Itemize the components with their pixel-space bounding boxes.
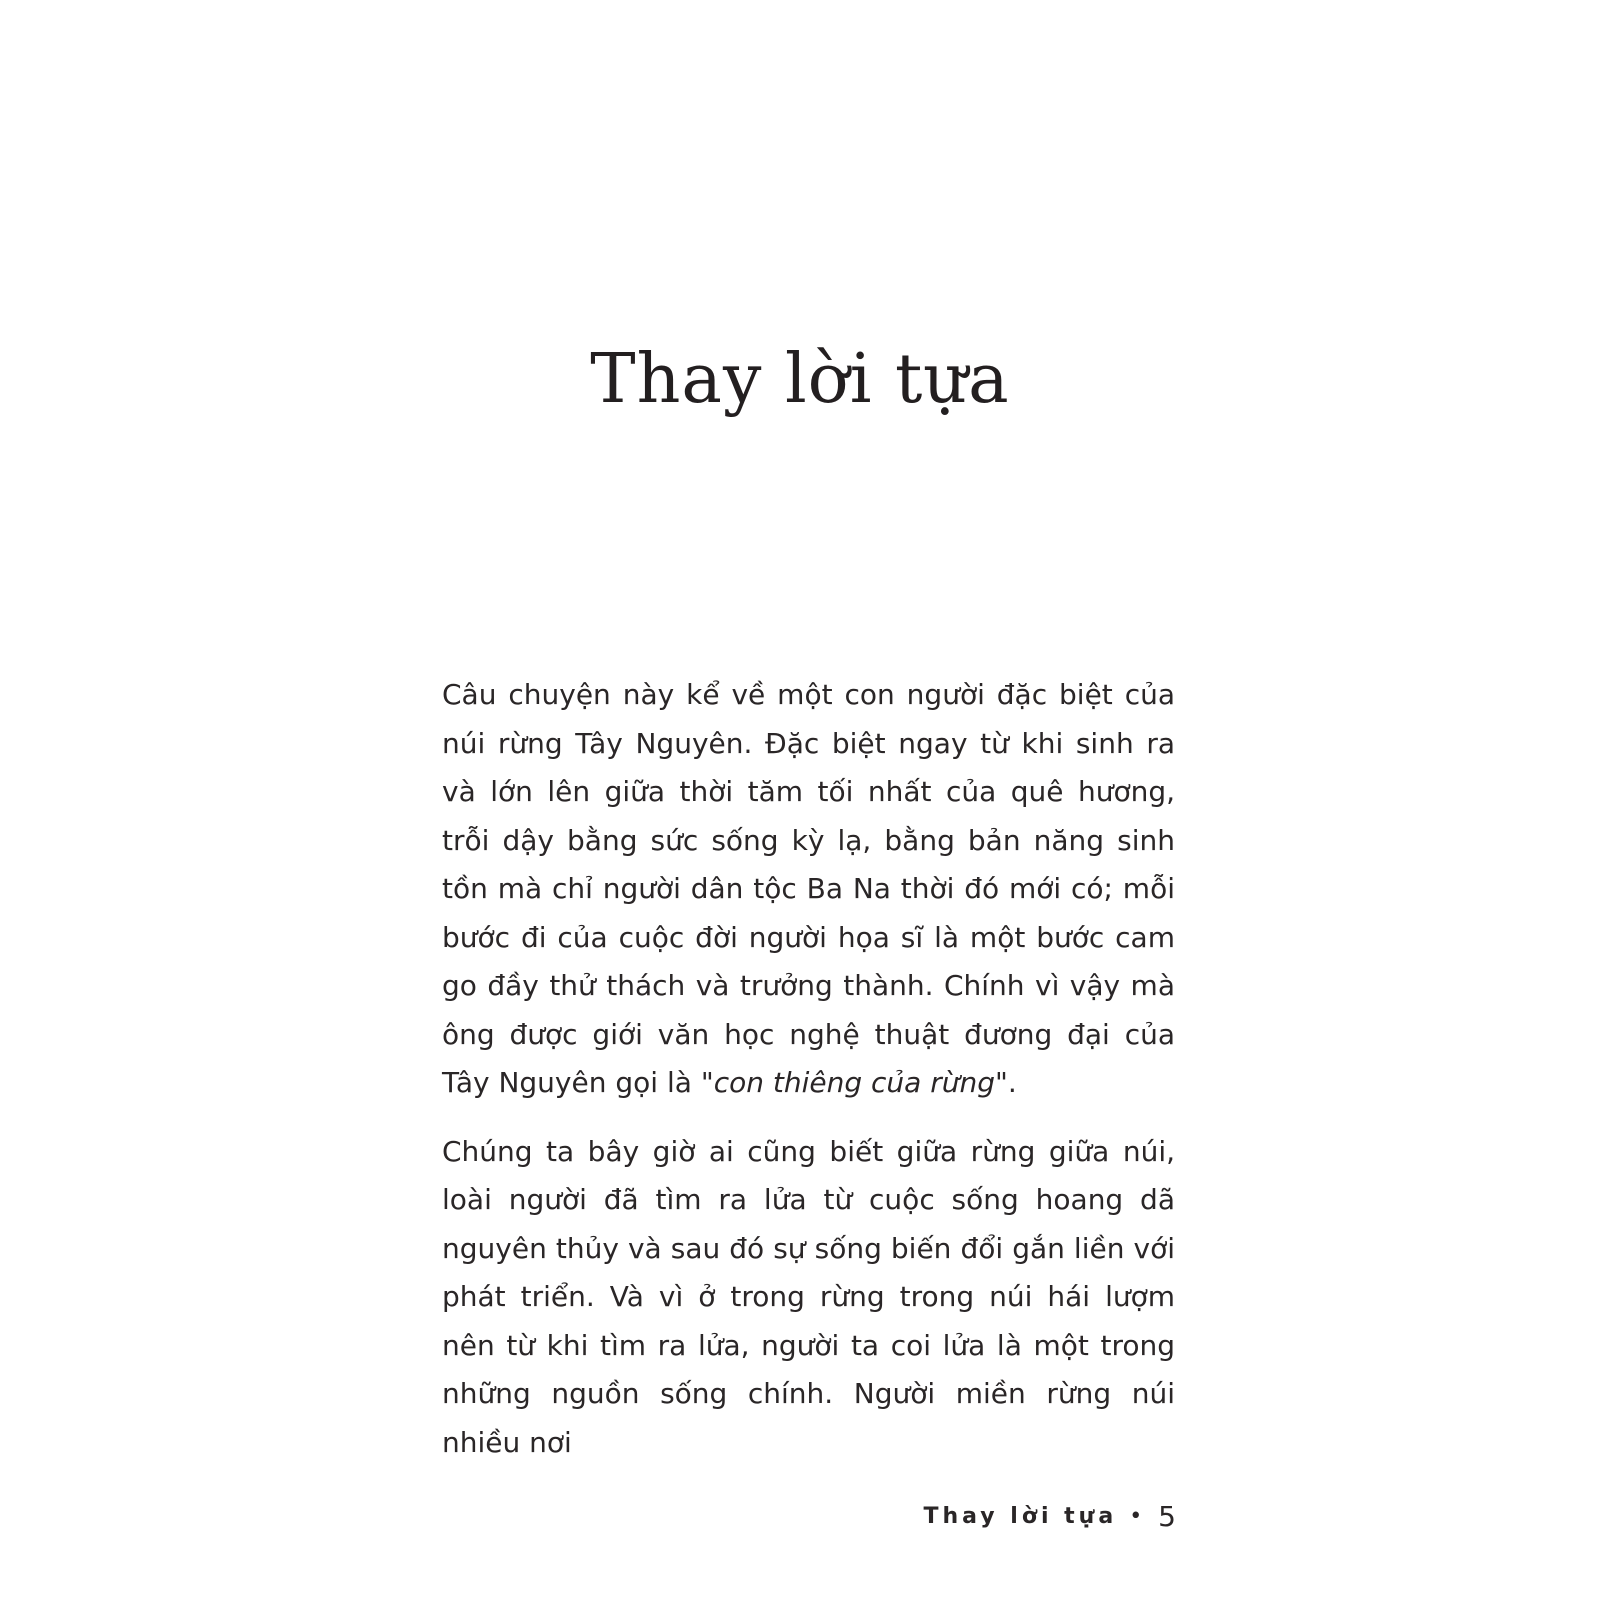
running-title: Thay lời tựa	[923, 1504, 1118, 1529]
paragraph-2-text: Chúng ta bây giờ ai cũng biết giữa rừng giữa núi, loài người đã tìm ra lửa từ cuộc sống hoang dã nguyên thủy và sau đó sự sống biến đổi gắn liền với phát triển. Và vì ở trong rừng trong núi hái lượm nên từ khi tìm ra lửa, người ta coi lửa là một trong những nguồn sống chính. Người miền rừng núi nhiều nơi	[442, 1134, 1175, 1459]
paragraph-1-end: .	[1007, 1066, 1017, 1099]
paragraph-1-quote: "con thiêng của rừng"	[700, 1066, 1008, 1099]
page-number: 5	[1158, 1500, 1176, 1533]
paragraph	[442, 1128, 1175, 1468]
paragraph-1-text: Câu chuyện này kể về một con người đặc biệt của núi rừng Tây Nguyên. Đặc biệt ngay từ khi sinh ra và lớn lên giữa thời tăm tối nhất của quê hương, trỗi dậy bằng sức sống kỳ lạ, bằng bản năng sinh tồn mà chỉ người dân tộc Ba Na thời đó mới có; mỗi bước đi của cuộc đời người họa sĩ là một bước cam go đầy thử thách và trưởng thành. Chính vì vậy mà ông được giới văn học nghệ thuật đương đại của Tây Nguyên gọi là	[442, 678, 1175, 1099]
body-text	[442, 671, 1175, 1487]
chapter-title: Thay lời tựa	[590, 340, 1010, 419]
footer-separator: •	[1129, 1504, 1143, 1529]
running-footer	[923, 1500, 1176, 1533]
paragraph	[442, 671, 1175, 1108]
